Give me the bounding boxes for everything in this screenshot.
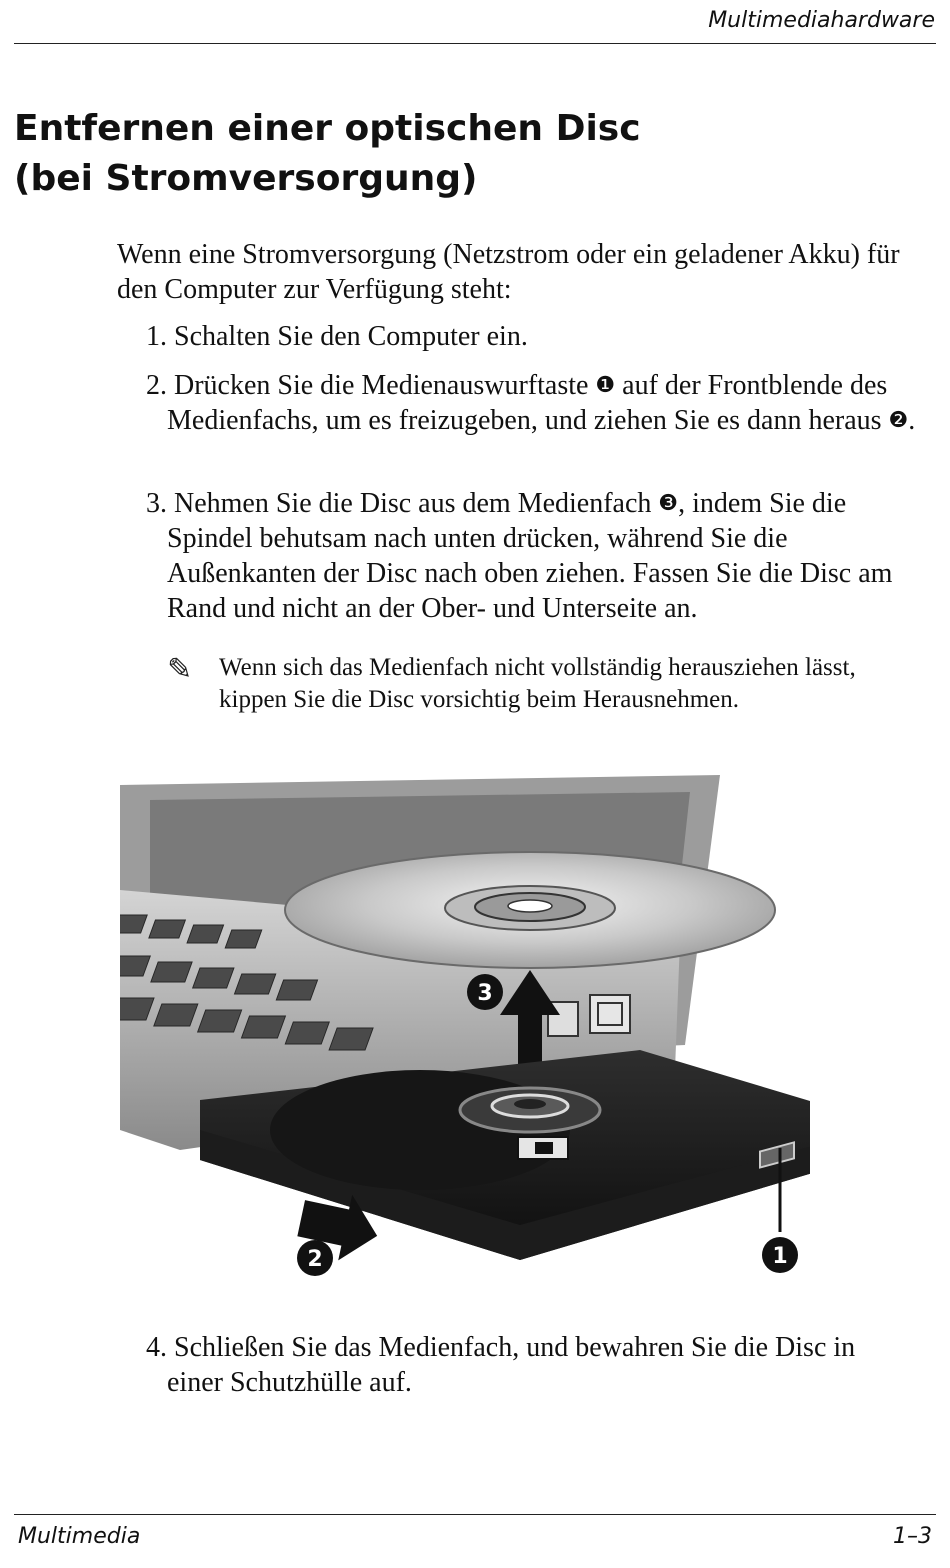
- callout-label-3: 3: [477, 981, 493, 1006]
- intro-paragraph: Wenn eine Stromversorgung (Netzstrom oder ein geladener Akku) für den Computer zur Verfügung steht:: [117, 239, 900, 305]
- ethernet-port: [590, 995, 630, 1033]
- step-text: Schließen Sie das Medienfach, und bewahren Sie die Disc in einer Schutzhülle auf.: [167, 1332, 856, 1398]
- step-text: auf der Frontblende des Medienfachs, um es freizugeben, und ziehen Sie es dann heraus: [167, 370, 888, 436]
- step-1: [117, 319, 917, 354]
- footer-chapter: Multimedia: [18, 1524, 141, 1549]
- callout-1: [762, 1237, 798, 1273]
- step-number: 3.: [146, 488, 167, 519]
- callout-marker-3: ❸: [658, 491, 679, 516]
- title-line-2: (bei Stromversorgung): [14, 158, 478, 199]
- callout-marker-1: ❶: [595, 373, 616, 398]
- step-text: , indem Sie die Spindel behutsam nach unten drücken, während Sie die Außenkanten der Disc nach oben ziehen. Fassen Sie die Disc am Rand und nicht an der Ober- und Unterseite an.: [167, 488, 893, 624]
- callout-3: [467, 974, 503, 1010]
- callout-2: [297, 1240, 333, 1276]
- step-4: [117, 1330, 917, 1400]
- step-3: [117, 486, 917, 626]
- step-text: Schalten Sie den Computer ein.: [174, 321, 528, 352]
- note-text: Wenn sich das Medienfach nicht vollständig herausziehen lässt, kippen Sie die Disc vorsichtig beim Herausnehmen.: [219, 654, 856, 713]
- title-line-1: Entfernen einer optischen Disc: [14, 108, 641, 149]
- step-number: 2.: [146, 370, 167, 401]
- step-number: 1.: [146, 321, 167, 352]
- running-footer: [18, 1524, 932, 1549]
- note: [167, 652, 907, 716]
- step-2: [117, 368, 917, 438]
- step-text: Drücken Sie die Medienauswurftaste: [174, 370, 589, 401]
- pencil-icon: ✎: [167, 652, 193, 687]
- page-title: [14, 104, 641, 204]
- footer-rule: [14, 1514, 936, 1515]
- running-header: Multimediahardware: [708, 8, 935, 33]
- page-number: 1–3: [893, 1524, 932, 1549]
- laptop-disc-illustration: [120, 770, 810, 1285]
- callout-marker-2: ❷: [888, 408, 909, 433]
- step-text: Nehmen Sie die Disc aus dem Medienfach: [174, 488, 652, 519]
- header-rule: [14, 43, 936, 44]
- step-number: 4.: [146, 1332, 167, 1363]
- callout-label-2: 2: [307, 1247, 323, 1272]
- step-text-end: .: [908, 405, 916, 436]
- callout-label-1: 1: [772, 1244, 788, 1269]
